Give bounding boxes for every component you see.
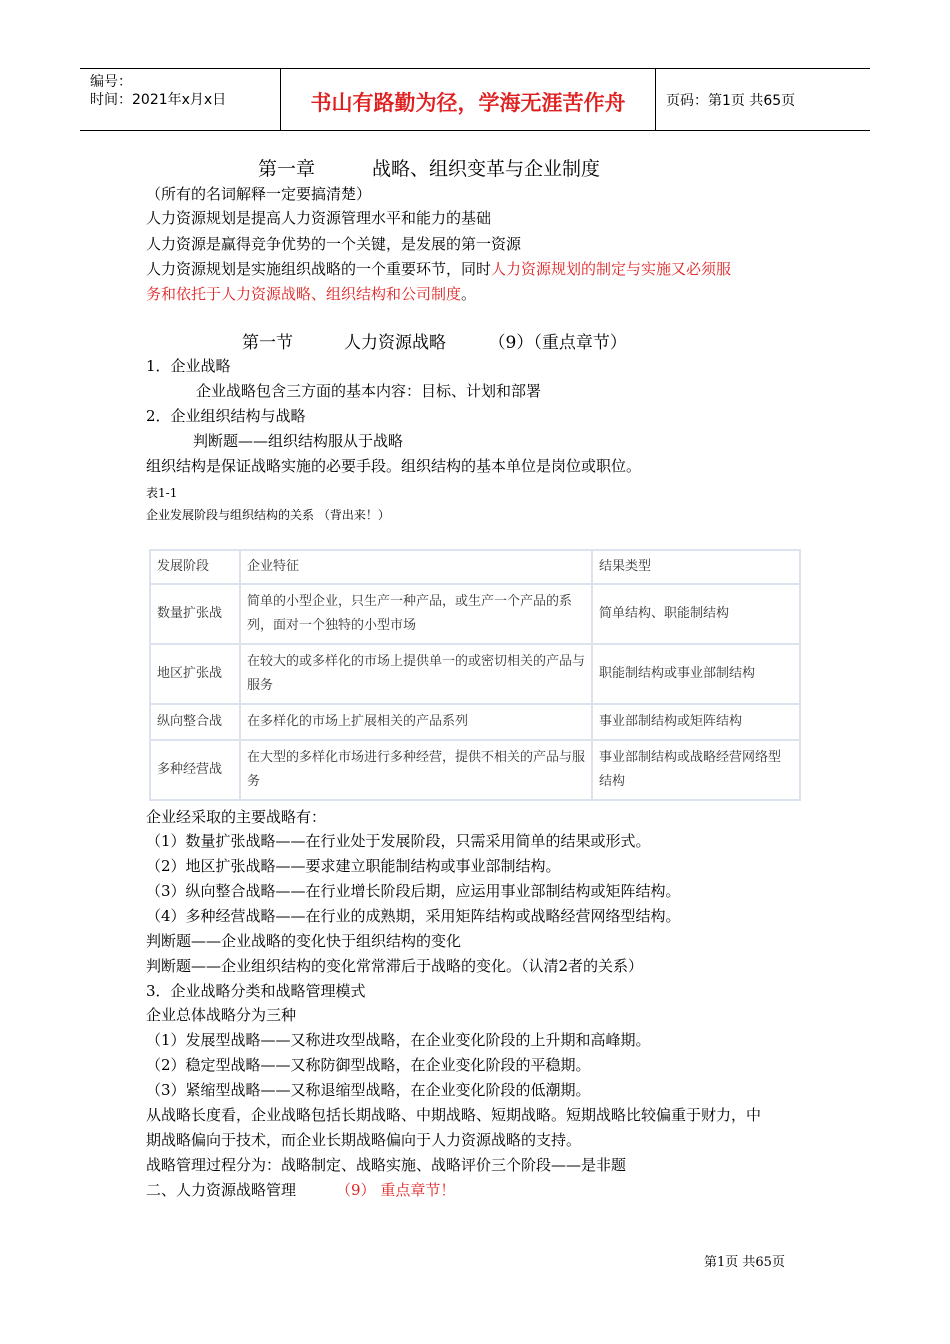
table-header-cell: 企业特征: [240, 550, 592, 584]
list-item: （3）纵向整合战略——在行业增长阶段后期，应运用事业部制结构或矩阵结构。: [146, 882, 681, 900]
list-item: （1）数量扩张战略——在行业处于发展阶段，只需采用简单的结果或形式。: [146, 832, 651, 850]
table-row: [150, 704, 800, 740]
table-cell: 简单结构、职能制结构: [592, 584, 800, 644]
paragraph-text: 。: [461, 285, 477, 303]
motto: 书山有路勤为径，学海无涯苦作舟: [310, 91, 626, 115]
section-title: 第一节 人力资源战略 （9）（重点章节）: [242, 333, 627, 353]
list-item: 1．企业战略: [146, 357, 231, 375]
paragraph-line: [146, 258, 731, 279]
list-item: 企业总体战略分为三种: [146, 1006, 297, 1024]
highlight-text: （9） 重点章节！: [336, 1181, 456, 1199]
intro-line: （所有的名词解释一定要搞清楚）: [146, 185, 372, 203]
table-cell: 在大型的多样化市场进行多种经营，提供不相关的产品与服务: [240, 740, 592, 800]
list-item: 3．企业战略分类和战略管理模式: [146, 982, 366, 1000]
table-cell: 事业部制结构或矩阵结构: [592, 704, 800, 740]
highlight-text: 人力资源规划的制定与实施又必须服: [491, 260, 732, 278]
subsection-title: 二、人力资源战略管理: [146, 1181, 297, 1199]
table-cell: 简单的小型企业，只生产一种产品，或生产一个产品的系列，面对一个独特的小型市场: [240, 584, 592, 644]
list-item: 从战略长度看，企业战略包括长期战略、中期战略、短期战略。短期战略比较偏重于财力，中: [146, 1106, 762, 1124]
highlight-text: 务和依托于人力资源战略、组织结构和公司制度: [146, 285, 462, 303]
list-item: 2．企业组织结构与战略: [146, 407, 306, 425]
page-header: [80, 68, 870, 131]
page-footer: 第1页 共65页: [704, 1255, 785, 1270]
header-page-cell: [656, 69, 870, 130]
list-item: （1）发展型战略——又称进攻型战略，在企业变化阶段的上升期和高峰期。: [146, 1031, 651, 1049]
intro-line: 人力资源是赢得竞争优势的一个关键，是发展的第一资源: [146, 235, 522, 253]
table-caption: 企业发展阶段与组织结构的关系 （背出来！）: [146, 508, 390, 522]
list-item: 企业战略包含三方面的基本内容：目标、计划和部署: [196, 382, 542, 400]
table-cell: 数量扩张战: [150, 584, 240, 644]
list-item: （2）稳定型战略——又称防御型战略，在企业变化阶段的平稳期。: [146, 1056, 591, 1074]
list-item: 企业经采取的主要战略有：: [146, 808, 327, 826]
table-header-row: [150, 550, 800, 584]
intro-line: 人力资源规划是提高人力资源管理水平和能力的基础: [146, 209, 492, 227]
list-item: 判断题——企业战略的变化快于组织结构的变化: [146, 932, 462, 950]
chapter-title: 第一章 战略、组织变革与企业制度: [258, 158, 601, 180]
stage-structure-table: [149, 549, 801, 801]
table-header-cell: 发展阶段: [150, 550, 240, 584]
header-info-cell: [80, 69, 280, 130]
table-row: [150, 584, 800, 644]
table-row: [150, 644, 800, 704]
header-motto-cell: [280, 69, 656, 130]
time-label: 时间：2021年x月x日: [90, 92, 227, 108]
list-item: （3）紧缩型战略——又称退缩型战略，在企业变化阶段的低潮期。: [146, 1081, 591, 1099]
list-item: 判断题——企业组织结构的变化常常滞后于战略的变化。（认清2者的关系）: [146, 957, 644, 975]
table-cell: 职能制结构或事业部制结构: [592, 644, 800, 704]
list-item: 期战略偏向于技术，而企业长期战略偏向于人力资源战略的支持。: [146, 1131, 582, 1149]
table-cell: 事业部制结构或战略经营网络型结构: [592, 740, 800, 800]
table-cell: 多种经营战: [150, 740, 240, 800]
table-cell: 在较大的或多样化的市场上提供单一的或密切相关的产品与服务: [240, 644, 592, 704]
list-item: 组织结构是保证战略实施的必要手段。组织结构的基本单位是岗位或职位。: [146, 457, 642, 475]
paragraph-text: 人力资源规划是实施组织战略的一个重要环节，同时: [146, 260, 492, 278]
list-item: 判断题——组织结构服从于战略: [193, 432, 404, 450]
list-item: （4）多种经营战略——在行业的成熟期，采用矩阵结构或战略经营网络型结构。: [146, 907, 681, 925]
table-row: [150, 740, 800, 800]
subsection-line: [146, 1179, 455, 1200]
table-header-cell: 结果类型: [592, 550, 800, 584]
number-label: 编号：: [90, 74, 132, 90]
list-item: 战略管理过程分为：战略制定、战略实施、战略评价三个阶段——是非题: [146, 1156, 627, 1174]
page-label: 页码：第1页 共65页: [666, 93, 796, 109]
table-number: 表1-1: [146, 486, 178, 500]
table-cell: 纵向整合战: [150, 704, 240, 740]
list-item: （2）地区扩张战略——要求建立职能制结构或事业部制结构。: [146, 857, 561, 875]
table-cell: 地区扩张战: [150, 644, 240, 704]
paragraph-line: [146, 283, 476, 304]
table-cell: 在多样化的市场上扩展相关的产品系列: [240, 704, 592, 740]
